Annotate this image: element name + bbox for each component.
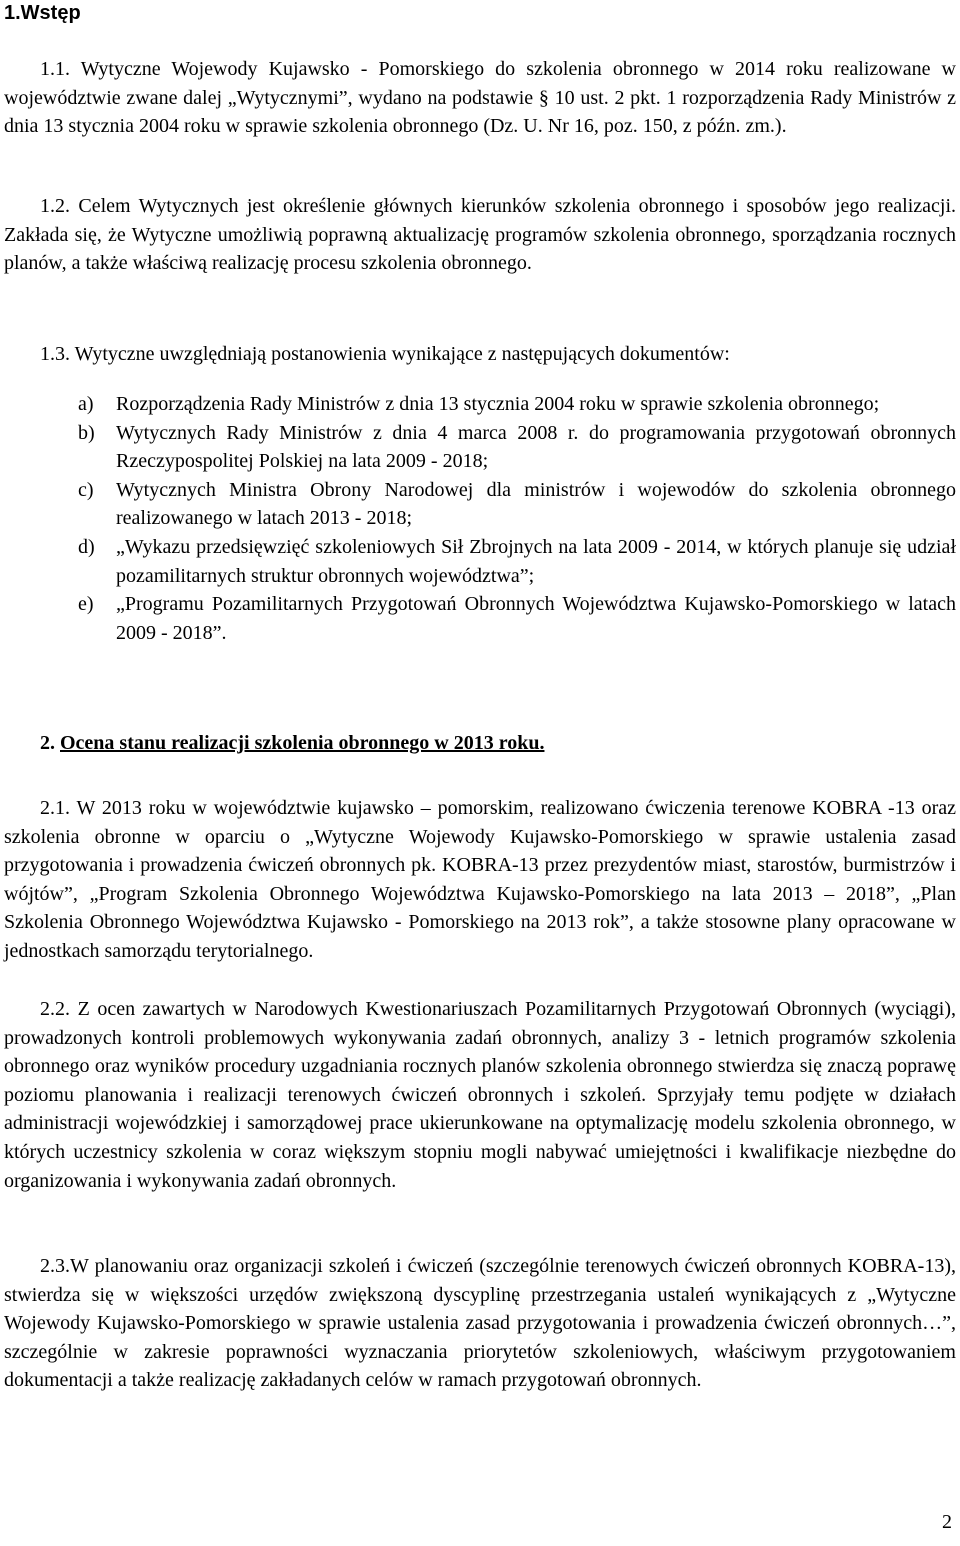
paragraph-1-3: 1.3. Wytyczne uwzględniają postanowienia wynikające z następujących dokumentów: <box>40 343 730 365</box>
list-marker: b) <box>78 421 95 444</box>
list-item-text: „Wykazu przedsięwzięć szkoleniowych Sił Zbrojnych na lata 2009 - 2014, w których planuje się udział pozamilitarnych struktur obronnych województwa”; <box>116 535 956 587</box>
list-item-text: Rozporządzenia Rady Ministrów z dnia 13 stycznia 2004 roku w sprawie szkolenia obronnego; <box>116 393 880 415</box>
list-item-text: „Programu Pozamilitarnych Przygotowań Obronnych Województwa Kujawsko-Pomorskiego w latach 2009 - 2018”. <box>116 593 956 644</box>
paragraph-1-1: 1.1. Wytyczne Wojewody Kujawsko - Pomorskiego do szkolenia obronnego w 2014 roku realizowane w województwie zwane dalej „Wytycznymi”, wydano na podstawie § 10 ust. 2 pkt. 1 rozporządzenia Rady Ministrów z dnia 13 stycznia 2004 roku w sprawie szkolenia obronnego (Dz. U. Nr 16, poz. 150, z późn. zm.). <box>4 58 956 138</box>
paragraph-2-3: 2.3.W planowaniu oraz organizacji szkoleń i ćwiczeń (szczególnie terenowych ćwiczeń obronnych KOBRA-13), stwierdza się w większości urzędów zwiększoną dyscyplinę przestrzegania ustaleń wynikających z „Wytyczne Wojewody Kujawsko-Pomorskiego w sprawie ustalenia zasad przygotowania i prowadzenia ćwiczeń obronnych…”, szczególnie w zakresie poprawności wyznaczania priorytetów szkoleniowych, właściwym przygotowaniem dokumentacji a także realizację zakładanych celów w ramach przygotowań obronnych. <box>4 1255 956 1392</box>
list-item <box>4 590 956 647</box>
list-marker: e) <box>78 593 94 616</box>
list-item <box>4 533 956 590</box>
list-marker: d) <box>78 535 95 558</box>
list-item-text: Wytycznych Rady Ministrów z dnia 4 marca 2008 r. do programowania przygotowań obronnych Rzeczypospolitej Polskiej na lata 2009 - 2018; <box>116 421 956 473</box>
paragraph-2-2: 2.2. Z ocen zawartych w Narodowych Kwestionariuszach Pozamilitarnych Przygotowań Obronnych (wyciągi), prowadzonych kontroli problemowych wykonywania zadań obronnych, analizy 3 - letnich programów szkolenia obronnego oraz wyników procedury uzgadniania rocznych planów szkolenia obronnego stwierdza się znaczą poprawę poziomu planowania i realizacji terenowych ćwiczeń obronnych i szkoleń. Sprzyjały temu podjęte w działach administracji wojewódzkiej i samorządowej prace ukierunkowane na optymalizację modelu szkolenia obronnego, w których uczestnicy szkolenia w coraz większym stopniu mogli nabywać umiejętności i kwalifikacje niezbędne do organizowania i wykonywania zadań obronnych. <box>4 998 956 1192</box>
paragraph-1-2: 1.2. Celem Wytycznych jest określenie głównych kierunków szkolenia obronnego i sposobów jego realizacji. Zakłada się, że Wytyczne umożliwią poprawną aktualizację programów szkolenia obronnego, sporządzania rocznych planów, a także właściwą realizację procesu szkolenia obronnego. <box>4 195 956 275</box>
list-marker: c) <box>78 478 94 501</box>
list-item-text: Wytycznych Ministra Obrony Narodowej dla ministrów i wojewodów do szkolenia obronnego realizowanego w latach 2013 - 2018; <box>116 478 956 530</box>
paragraph-2-1: 2.1. W 2013 roku w województwie kujawsko – pomorskim, realizowano ćwiczenia terenowe KOBRA -13 oraz szkolenia obronne w oparciu o „Wytyczne Wojewody Kujawsko-Pomorskiego w sprawie ustalenia zasad przygotowania i prowadzenia ćwiczeń obronnych pk. KOBRA-13 przez prezydentów miast, starostów, burmistrzów i wójtów”, „Program Szkolenia Obronnego Województwa Kujawsko-Pomorskiego na lata 2013 – 2018”, „Plan Szkolenia Obronnego Województwa Kujawsko - Pomorskiego na 2013 rok”, a także stosowne plany opracowane w jednostkach samorządu terytorialnego. <box>4 797 956 962</box>
section-2-number: 2. <box>40 732 55 754</box>
section-1-heading: 1.Wstęp <box>4 2 81 24</box>
list-item <box>4 419 956 476</box>
section-2-heading <box>40 729 544 758</box>
page-number: 2 <box>942 1511 952 1533</box>
referenced-documents-list <box>4 390 956 647</box>
list-item <box>4 476 956 533</box>
list-marker: a) <box>78 393 94 415</box>
section-2-title: Ocena stanu realizacji szkolenia obronnego w 2013 roku. <box>60 732 545 754</box>
list-item <box>4 390 956 419</box>
